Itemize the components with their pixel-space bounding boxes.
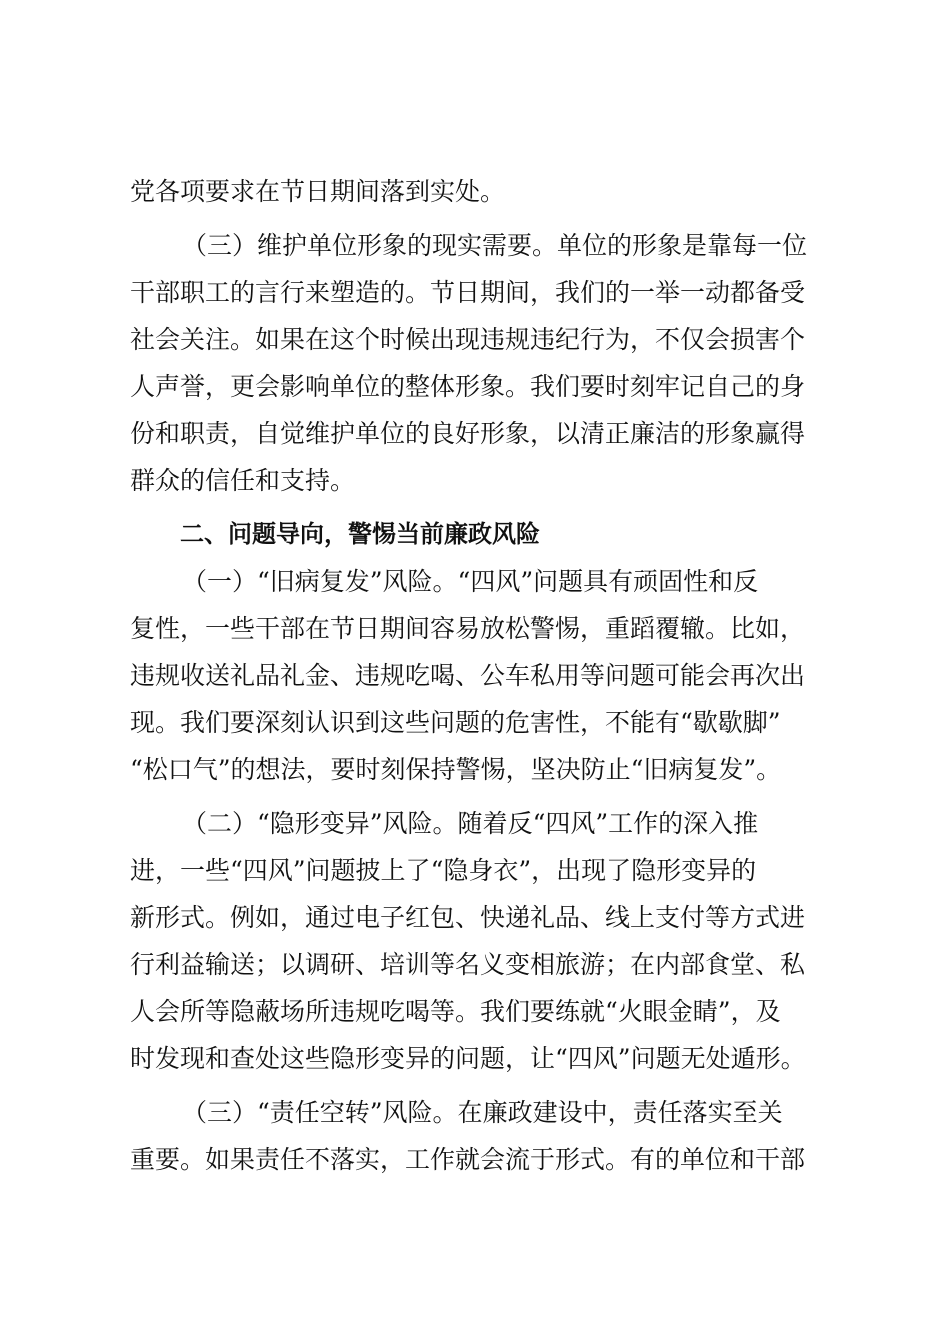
paragraph-responsibility-risk: （三）“责任空转”风险。在廉政建设中，责任落实至关 重要。如果责任不落实，工作就会流于形式。有的单位和干部 <box>130 1098 806 1174</box>
document-body <box>130 168 830 1183</box>
paragraph-relapse-risk: （一）“旧病复发”风险。“四风”问题具有顽固性和反 复性，一些干部在节日期间容易放松警惕，重蹈覆辙。比如， 违规收送礼品礼金、违规吃喝、公车私用等问题可能会再次出 现。我们要深刻认识到这些问题的危害性，不能有“歇歇脚” “松口气”的想法，要时刻保持警惕，坚决防止“旧病复发”。 <box>130 567 806 784</box>
paragraph-unit-image: （三）维护单位形象的现实需要。单位的形象是靠每一位 干部职工的言行来塑造的。节日期间，我们的一举一动都备受 社会关注。如果在这个时候出现违规违纪行为，不仅会损害个 人声誉，更会影响单位的整体形象。我们要时刻牢记自己的身 份和职责，自觉维护单位的良好形象，以清正廉洁的形象赢得 群众的信任和支持。 <box>130 231 808 495</box>
section-heading-problem-orientation: 二、问题导向，警惕当前廉政风险 <box>180 520 540 548</box>
paragraph-hidden-variation-risk: （二）“隐形变异”风险。随着反“四风”工作的深入推 进，一些“四风”问题披上了“隐身衣”，出现了隐形变异的 新形式。例如，通过电子红包、快递礼品、线上支付等方式进 行利益输送；以调研、培训等名义变相旅游；在内部食堂、私 人会所等隐蔽场所违规吃喝等。我们要练就“火眼金睛”，及 时发现和查处这些隐形变异的问题，让“四风”问题无处遁形。 <box>130 809 806 1073</box>
paragraph-continuation: 党各项要求在节日期间落到实处。 <box>130 177 506 206</box>
